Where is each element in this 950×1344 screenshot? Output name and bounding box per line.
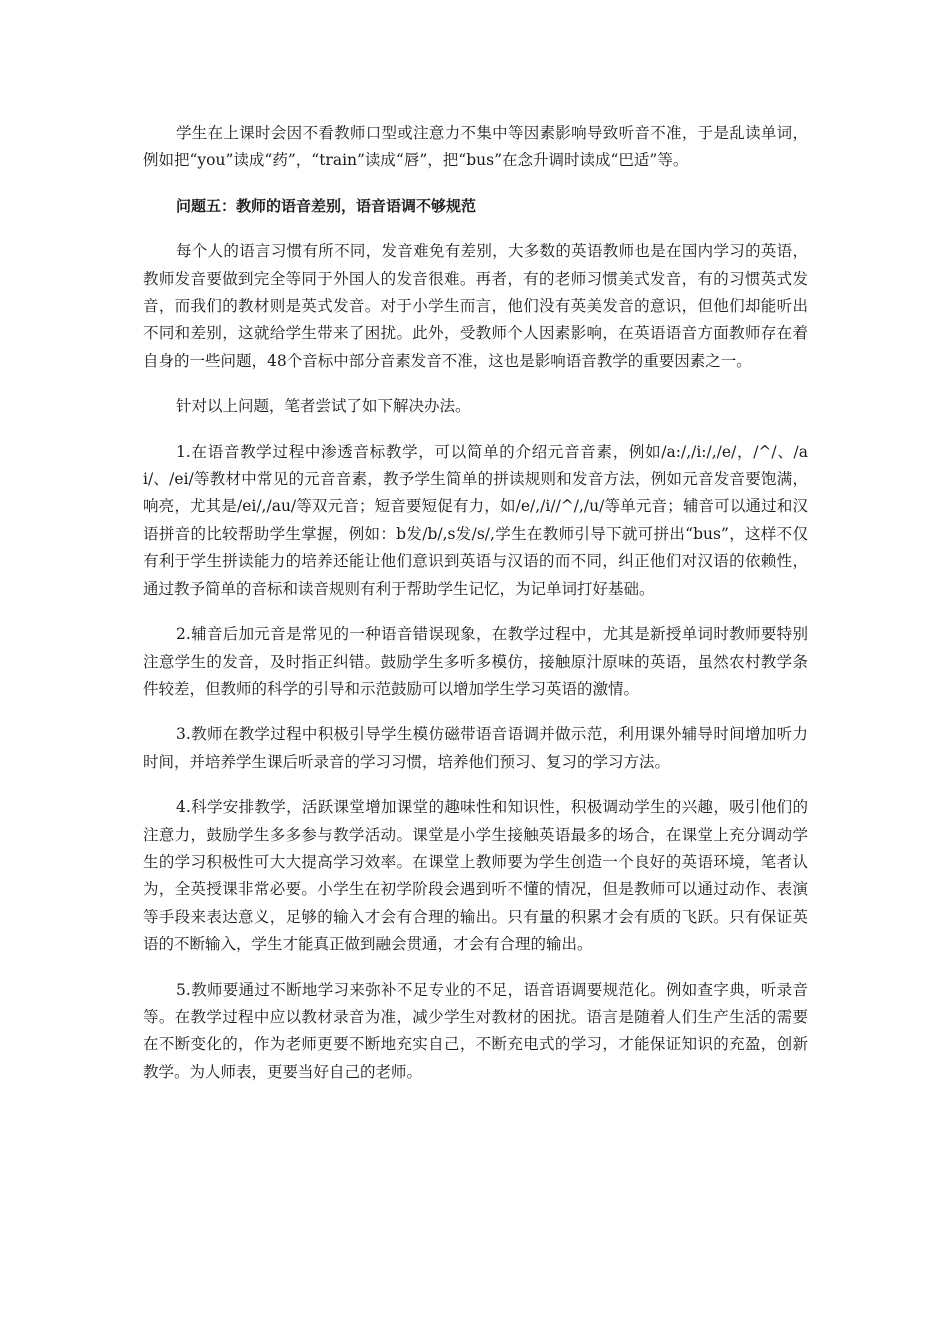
document-body [143, 120, 808, 1104]
solution-paragraph-3: 3.教师在教学过程中积极引导学生模仿磁带语音语调并做示范，利用课外辅导时间增加听力时间，并培养学生课后听录音的学习习惯，培养他们预习、复习的学习方法。 [143, 725, 808, 771]
problem-paragraph: 每个人的语言习惯有所不同，发音难免有差别，大多数的英语教师也是在国内学习的英语，教师发音要做到完全等同于外国人的发音很难。再者，有的老师习惯美式发音，有的习惯英式发音，而我们的教材则是英式发音。对于小学生而言，他们没有英美发音的意识，但他们却能听出不同和差别，这就给学生带来了困扰。此外，受教师个人因素影响，在英语语音方面教师存在着自身的一些问题，48个音标中部分音素发音不准，这也是影响语音教学的重要因素之一。 [143, 242, 808, 370]
solution-paragraph-2: 2.辅音后加元音是常见的一种语音错误现象，在教学过程中，尤其是新授单词时教师要特别注意学生的发音，及时指正纠错。鼓励学生多听多模仿，接触原汁原味的英语，虽然农村教学条件较差，但教师的科学的引导和示范鼓励可以增加学生学习英语的激情。 [143, 625, 808, 698]
section-heading: 问题五：教师的语音差别，语音语调不够规范 [176, 196, 477, 215]
solutions-intro-paragraph: 针对以上问题，笔者尝试了如下解决办法。 [176, 397, 471, 416]
solution-paragraph-4: 4.科学安排教学，活跃课堂增加课堂的趣味性和知识性，积极调动学生的兴趣，吸引他们的注意力，鼓励学生多多参与教学活动。课堂是小学生接触英语最多的场合，在课堂上充分调动学生的学习积极性可大大提高学习效率。在课堂上教师要为学生创造一个良好的英语环境，笔者认为，全英授课非常必要。小学生在初学阶段会遇到听不懂的情况，但是教师可以通过动作、表演等手段来表达意义，足够的输入才会有合理的输出。只有量的积累才会有质的飞跃。只有保证英语的不断输入，学生才能真正做到融会贯通，才会有合理的输出。 [143, 798, 808, 954]
solution-paragraph-1: 1.在语音教学过程中渗透音标教学，可以简单的介绍元音音素，例如/a:/,/i:/,/e/，/^/、/ai/、/ei/等教材中常见的元音音素，教予学生简单的拼读规则和发音方法，例如元音发音要饱满，响亮，尤其是/ei/,/au/等双元音；短音要短促有力，如/e/,/i//^/,/u/等单元音；辅音可以通过和汉语拼音的比较帮助学生掌握，例如：b发/b/,s发/s/,学生在教师引导下就可拼出“bus”，这样不仅有利于学生拼读能力的培养还能让他们意识到英语与汉语的而不同，纠正他们对汉语的依赖性，通过教予简单的音标和读音规则有利于帮助学生记忆，为记单词打好基础。 [143, 442, 808, 598]
intro-paragraph: 学生在上课时会因不看教师口型或注意力不集中等因素影响导致听音不准，于是乱读单词，例如把“you”读成“药”，“train”读成“唇”，把“bus”在念升调时读成“巴适”等。 [143, 124, 808, 170]
solution-paragraph-5: 5.教师要通过不断地学习来弥补不足专业的不足，语音语调要规范化。例如查字典，听录音等。在教学过程中应以教材录音为准，减少学生对教材的困扰。语言是随着人们生产生活的需要在不断变化的，作为老师更要不断地充实自己，不断充电式的学习，才能保证知识的充盈，创新教学。为人师表，更要当好自己的老师。 [143, 980, 808, 1081]
